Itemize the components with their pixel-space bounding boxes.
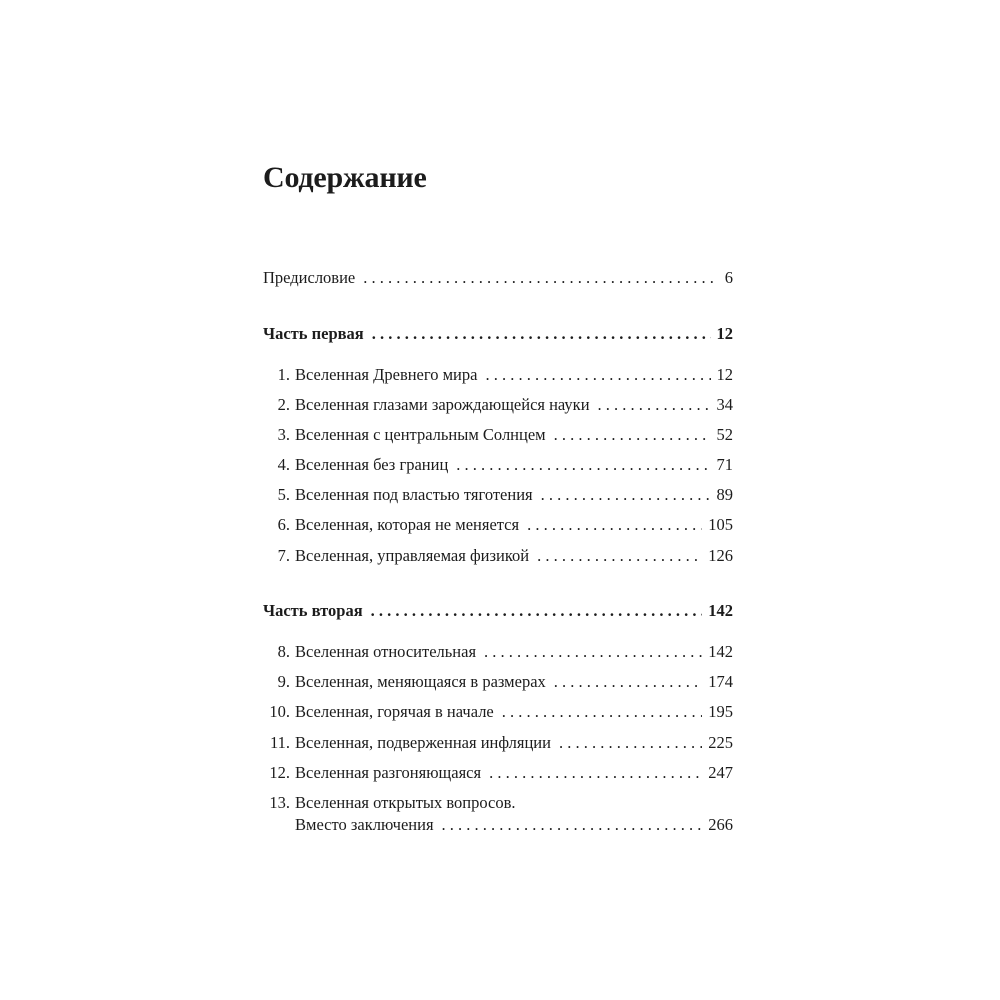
toc-entry-label: Вселенная относительная [295,642,477,661]
toc-entry-label: Вселенная глазами зарождающейся науки [295,395,590,414]
toc-part-label: Часть вторая [263,601,363,620]
toc-entry-3 [263,425,733,445]
toc-entry-number: 4. [277,455,290,474]
dot-leader [367,601,703,621]
toc-entry-number: 2. [277,395,290,414]
toc-entry-12 [263,763,733,783]
toc-entry-label: Предисловие [263,268,356,287]
toc-entry-page: 247 [708,763,733,782]
toc-entry-13-line-1 [263,793,733,813]
toc-entry-page: 34 [716,395,733,414]
toc-entry-page: 142 [708,642,733,661]
page-title: Содержание [263,161,427,194]
toc-entry-2 [263,395,733,415]
dot-leader [481,365,710,385]
toc-entry-7 [263,546,733,566]
toc-entry-page: 105 [708,515,733,534]
toc-entry-page: 266 [708,815,733,834]
dot-leader [368,324,711,344]
toc-entry-4 [263,455,733,475]
toc-entry-page: 174 [708,672,733,691]
toc-entry-page: 12 [716,365,733,384]
toc-entry-page: 6 [724,268,733,287]
toc-entry-number: 5. [277,485,290,504]
toc-entry-13-line-2 [263,815,733,835]
dot-leader [480,642,702,662]
dot-leader [550,672,702,692]
toc-entry-11 [263,733,733,753]
toc-entry-label: Вселенная Древнего мира [295,365,478,384]
toc-entry-number: 8. [277,642,290,661]
toc-entry-1 [263,365,733,385]
toc-entry-page: 89 [716,485,733,504]
toc-entry-9 [263,672,733,692]
toc-entry-label: Вселенная разгоняющаяся [295,763,482,782]
toc-entry-number: 3. [277,425,290,444]
toc-entry-10 [263,702,733,722]
toc-entry-8 [263,642,733,662]
toc-entry-6 [263,515,733,535]
toc-entry-label: Вселенная с центральным Солнцем [295,425,546,444]
dot-leader [485,763,702,783]
toc-entry-number: 6. [277,515,290,534]
dot-leader [550,425,711,445]
dot-leader [359,268,719,288]
dot-leader [555,733,702,753]
dot-leader [537,485,711,505]
dot-leader [452,455,710,475]
toc-entry-page: 225 [708,733,733,752]
toc-entry-page: 71 [716,455,733,474]
dot-leader [498,702,703,722]
toc-entry-number: 10. [269,702,290,721]
dot-leader [523,515,702,535]
toc-part-page: 12 [716,324,733,343]
toc-entry-number: 12. [269,763,290,782]
toc-entry-label: Вместо заключения [295,815,434,834]
toc-part-page: 142 [708,601,733,620]
toc-entry-page: 195 [708,702,733,721]
toc-entry-number: 7. [277,546,290,565]
toc-entry-label: Вселенная без границ [295,455,449,474]
toc-entry-label: Вселенная, подверженная инфляции [295,733,551,752]
toc-entry-label: Вселенная, управляемая физикой [295,546,530,565]
dot-leader [533,546,702,566]
toc-entry-number: 11. [269,733,290,752]
toc-entry-label: Вселенная, горячая в начале [295,702,494,721]
toc-entry-page: 126 [708,546,733,565]
toc-entry-number: 1. [277,365,290,384]
dot-leader [594,395,711,415]
toc-entry-label: Вселенная под властью тяготения [295,485,533,504]
toc-entry-page: 52 [716,425,733,444]
toc-entry-5 [263,485,733,505]
toc-part-1 [263,324,733,344]
toc-entry-label: Вселенная, которая не меняется [295,515,520,534]
toc-part-label: Часть первая [263,324,364,343]
toc-entry-number: 9. [277,672,290,691]
toc-entry-label: Вселенная, меняющаяся в размерах [295,672,546,691]
toc-part-2 [263,601,733,621]
toc-entry-number: 13. [269,793,290,812]
toc-entry-label: Вселенная открытых вопросов. [295,793,516,812]
toc-entry-preface [263,268,733,288]
dot-leader [438,815,703,835]
